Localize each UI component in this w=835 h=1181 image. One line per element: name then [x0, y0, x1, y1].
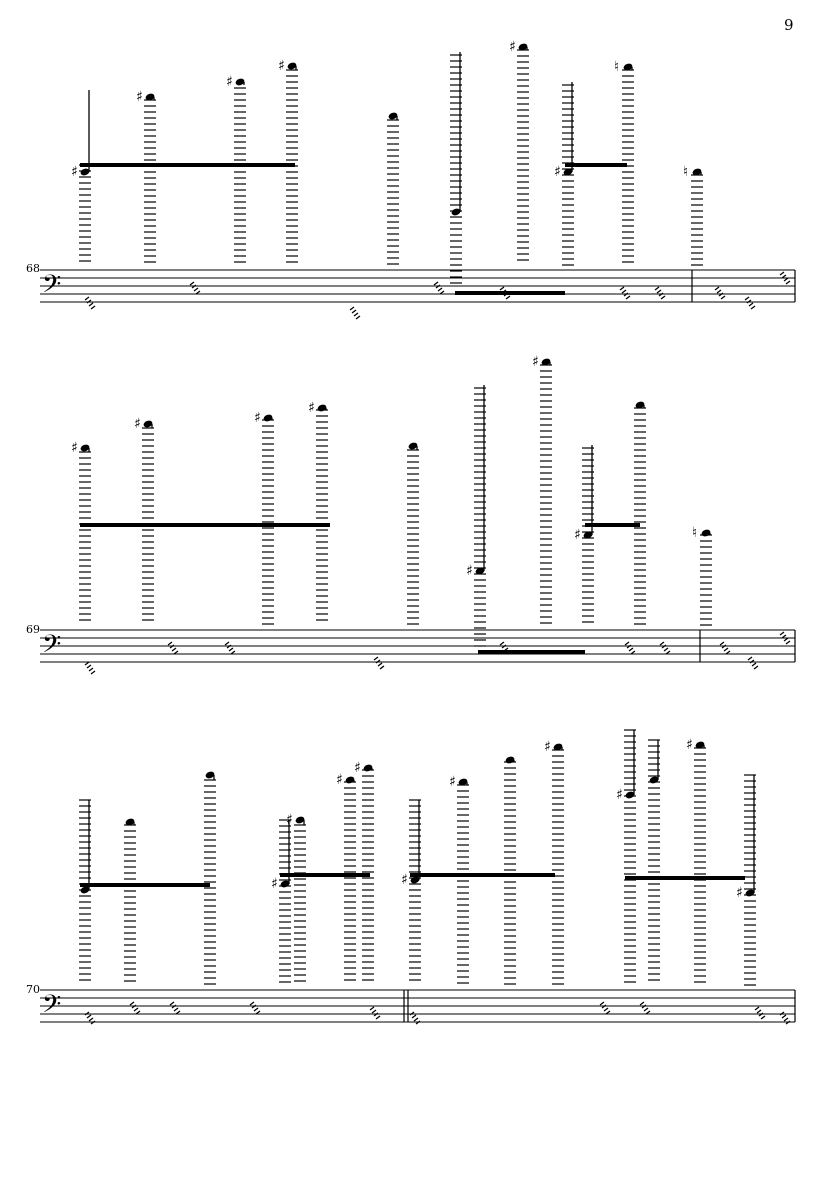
sharp-icon: ♯ — [286, 812, 293, 828]
page-number: 9 — [784, 16, 794, 34]
tremolo-slash — [438, 288, 442, 291]
tremolo-slash — [786, 641, 790, 644]
sharp-icon: ♯ — [254, 410, 261, 426]
tremolo-slash — [715, 287, 719, 290]
tremolo-slash — [87, 665, 91, 668]
sharp-icon: ♯ — [509, 39, 516, 55]
tremolo-slash — [85, 297, 89, 300]
tremolo-slash — [350, 307, 354, 310]
tremolo-slash — [254, 1008, 258, 1011]
tremolo-slash — [724, 648, 728, 651]
notehead — [505, 755, 516, 764]
tremolo-slash — [745, 297, 749, 300]
tremolo-slash — [380, 666, 384, 669]
tremolo-slash — [130, 1002, 134, 1005]
notehead — [317, 403, 328, 412]
tremolo-slash — [660, 642, 664, 645]
tremolo-slash — [657, 290, 661, 293]
tremolo-slash — [506, 296, 510, 299]
sharp-icon: ♯ — [71, 440, 78, 456]
tremolo-slash — [354, 313, 358, 316]
tremolo-slash — [748, 657, 752, 660]
tremolo-slash — [414, 1018, 418, 1021]
tremolo-slash — [664, 648, 668, 651]
tremolo-slash — [91, 671, 95, 674]
tremolo-slash — [622, 290, 626, 293]
tremolo-slash — [412, 1015, 416, 1018]
tremolo-slash — [172, 648, 176, 651]
tremolo-slash — [757, 1010, 761, 1013]
tremolo-slash — [640, 1002, 644, 1005]
tremolo-slash — [229, 648, 233, 651]
tremolo-slash — [755, 1007, 759, 1010]
measure-number-70: 70 — [26, 983, 40, 996]
bass-clef-icon: 𝄢 — [42, 990, 62, 1025]
tremolo-slash — [720, 642, 724, 645]
measure-number-69: 69 — [26, 623, 40, 636]
tremolo-slash — [784, 1018, 788, 1021]
sharp-icon: ♯ — [686, 737, 693, 753]
notehead — [235, 77, 246, 86]
natural-icon: ♮ — [683, 164, 689, 180]
tremolo-slash — [134, 1008, 138, 1011]
tremolo-slash — [372, 1010, 376, 1013]
sharp-icon: ♯ — [449, 774, 456, 790]
natural-icon: ♮ — [692, 525, 698, 541]
tremolo-slash — [717, 290, 721, 293]
tremolo-slash — [780, 632, 784, 635]
tremolo-slash — [780, 272, 784, 275]
tremolo-slash — [91, 306, 95, 309]
tremolo-slash — [604, 1008, 608, 1011]
tremolo-slash — [87, 1015, 91, 1018]
notehead — [345, 775, 356, 784]
tremolo-slash — [749, 303, 753, 306]
tremolo-slash — [786, 281, 790, 284]
tremolo-slash — [644, 1008, 648, 1011]
tremolo-slash — [625, 642, 629, 645]
notehead — [363, 763, 374, 772]
tremolo-slash — [356, 316, 360, 319]
tremolo-slash — [168, 642, 172, 645]
sharp-icon: ♯ — [271, 876, 278, 892]
sharp-icon: ♯ — [336, 772, 343, 788]
sharp-icon: ♯ — [544, 739, 551, 755]
sharp-icon: ♯ — [308, 400, 315, 416]
tremolo-slash — [374, 657, 378, 660]
tremolo-slash — [174, 1008, 178, 1011]
tremolo-slash — [190, 282, 194, 285]
sharp-icon: ♯ — [401, 872, 408, 888]
notehead — [263, 413, 274, 422]
sharp-icon: ♯ — [466, 563, 473, 579]
tremolo-slash — [751, 306, 755, 309]
sharp-icon: ♯ — [574, 527, 581, 543]
bass-clef-icon: 𝄢 — [42, 270, 62, 305]
sharp-icon: ♯ — [136, 89, 143, 105]
sharp-icon: ♯ — [616, 787, 623, 803]
bass-clef-icon: 𝄢 — [42, 630, 62, 665]
tremolo-slash — [500, 642, 504, 645]
sharp-icon: ♯ — [278, 58, 285, 74]
tremolo-slash — [500, 287, 504, 290]
tremolo-slash — [721, 296, 725, 299]
sharp-icon: ♯ — [71, 164, 78, 180]
natural-icon: ♮ — [614, 59, 620, 75]
tremolo-slash — [170, 1002, 174, 1005]
sharp-icon: ♯ — [134, 416, 141, 432]
tremolo-slash — [620, 287, 624, 290]
tremolo-slash — [661, 296, 665, 299]
sharp-icon: ♯ — [532, 354, 539, 370]
sharp-icon: ♯ — [736, 885, 743, 901]
tremolo-slash — [370, 1007, 374, 1010]
sharp-icon: ♯ — [554, 164, 561, 180]
tremolo-slash — [352, 310, 356, 313]
tremolo-slash — [376, 1016, 380, 1019]
tremolo-slash — [600, 1002, 604, 1005]
tremolo-slash — [761, 1016, 765, 1019]
tremolo-slash — [754, 666, 758, 669]
tremolo-slash — [629, 648, 633, 651]
tremolo-slash — [378, 663, 382, 666]
tremolo-slash — [89, 1018, 93, 1021]
tremolo-slash — [626, 296, 630, 299]
tremolo-slash — [434, 282, 438, 285]
tremolo-slash — [194, 288, 198, 291]
notehead — [701, 528, 712, 537]
tremolo-slash — [250, 1002, 254, 1005]
tremolo-slash — [89, 303, 93, 306]
tremolo-slash — [225, 642, 229, 645]
measure-number-68: 68 — [26, 262, 40, 275]
sharp-icon: ♯ — [354, 760, 361, 776]
tremolo-slash — [655, 287, 659, 290]
tremolo-slash — [89, 668, 93, 671]
sharp-icon: ♯ — [226, 74, 233, 90]
tremolo-slash — [782, 1015, 786, 1018]
tremolo-slash — [752, 663, 756, 666]
